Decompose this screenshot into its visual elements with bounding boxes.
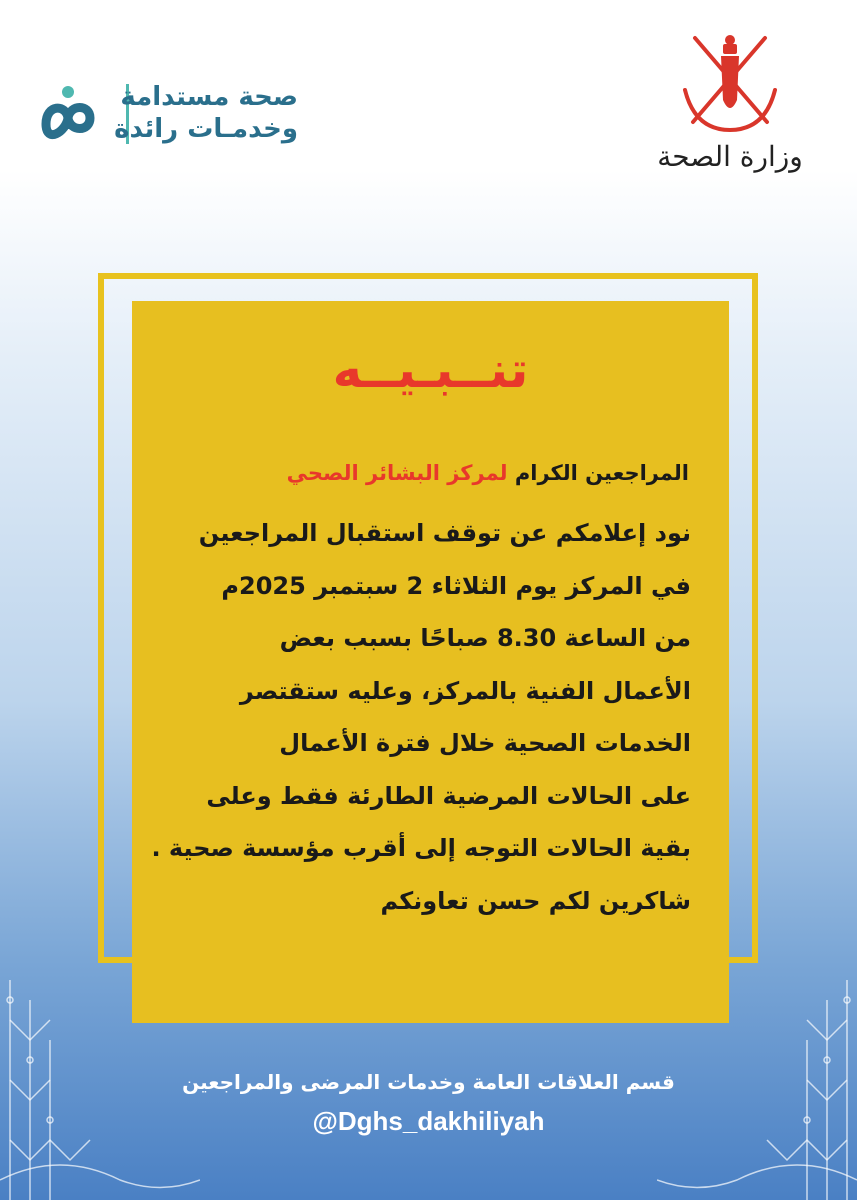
campaign-line-2: وخدمـات رائدة [114, 114, 298, 144]
notice-card [132, 301, 729, 1023]
notice-line: في المركز يوم الثلاثاء 2 سبتمبر 2025م [221, 571, 691, 600]
notice-line: من الساعة 8.30 صباحًا بسبب بعض [279, 624, 691, 652]
notice-body [151, 507, 691, 927]
campaign-logo [38, 78, 298, 158]
notice-title: تنــبـيــه [332, 341, 529, 399]
notice-greeting [287, 461, 689, 485]
oman-emblem-icon [675, 30, 785, 140]
health-center-name: لمركز البشائر الصحي [286, 461, 508, 485]
social-handle: @Dghs_dakhiliyah [312, 1106, 545, 1136]
ministry-name: وزارة الصحة [657, 140, 803, 173]
department-name: قسم العلاقات العامة وخدمات المرضى والمراجعين [182, 1070, 675, 1094]
notice-line: شاكرين لكم حسن تعاونكم [380, 886, 691, 915]
notice-line: على الحالات المرضية الطارئة فقط وعلى [206, 781, 691, 810]
greeting-prefix: المراجعين الكرام [507, 461, 689, 485]
notice-line: نود إعلامكم عن توقف استقبال المراجعين [198, 519, 691, 547]
campaign-line-1: صحة مستدامة [120, 82, 298, 112]
notice-line: بقية الحالات التوجه إلى أقرب مؤسسة صحية . [151, 834, 691, 862]
notice-line: الخدمات الصحية خلال فترة الأعمال [279, 729, 691, 757]
notice-line: الأعمال الفنية بالمركز، وعليه ستقتصر [239, 676, 691, 705]
infinity-health-logo-icon [38, 84, 98, 148]
